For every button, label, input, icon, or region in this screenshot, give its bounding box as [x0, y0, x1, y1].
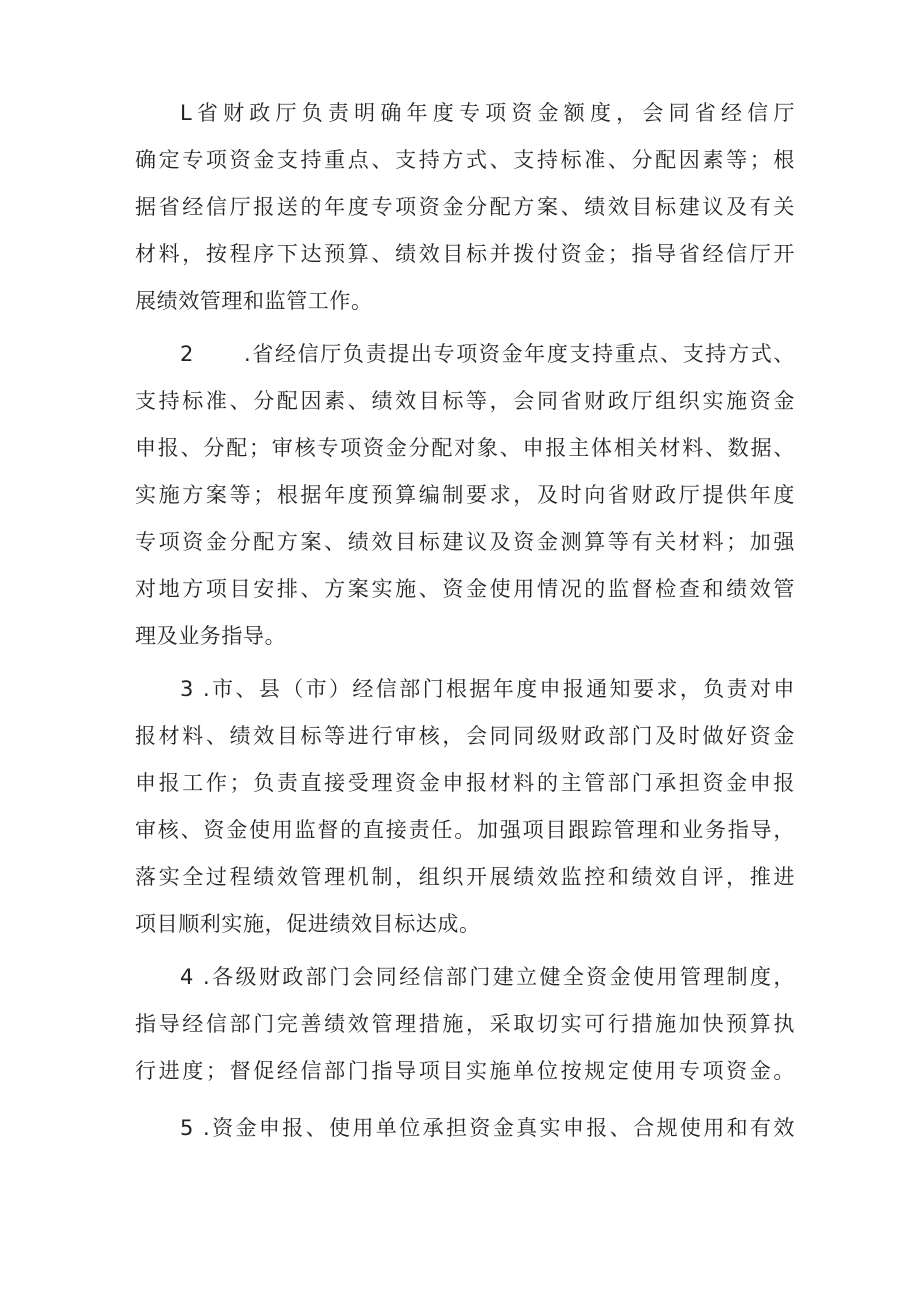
paragraph-4-line-3: 行进度；督促经信部门指导项目实施单位按规定使用专项资金。	[135, 1059, 795, 1083]
paragraph-4-line-1: 4 .各级财政部门会同经信部门建立健全资金使用管理制度，	[180, 965, 795, 989]
paragraph-2-line-3: 申报、分配；审核专项资金分配对象、申报主体相关材料、数据、	[135, 436, 795, 460]
paragraph-2-line-6: 对地方项目安排、方案实施、资金使用情况的监督检查和绩效管	[135, 577, 795, 601]
paragraph-1-line-5: 展绩效管理和监管工作。	[135, 289, 373, 313]
paragraph-2-line-1: 2 .省经信厅负责提出专项资金年度支持重点、支持方式、	[180, 342, 795, 366]
paragraph-3-line-6: 项目顺利实施，促进绩效目标达成。	[135, 912, 481, 936]
paragraph-1-line-2: 确定专项资金支持重点、支持方式、支持标准、分配因素等；根	[135, 148, 795, 172]
paragraph-4-line-2: 指导经信部门完善绩效管理措施，采取切实可行措施加快预算执	[135, 1012, 795, 1036]
paragraph-1-line-4: 材料，按程序下达预算、绩效目标并拨付资金；指导省经信厅开	[135, 242, 795, 266]
paragraph-5-line-1: 5 .资金申报、使用单位承担资金真实申报、合规使用和有效	[180, 1116, 795, 1140]
paragraph-3-line-4: 审核、资金使用监督的直接责任。加强项目跟踪管理和业务指导，	[135, 818, 795, 842]
paragraph-2-line-2: 支持标准、分配因素、绩效目标等，会同省财政厅组织实施资金	[135, 389, 795, 413]
paragraph-2-line-4: 实施方案等；根据年度预算编制要求，及时向省财政厅提供年度	[135, 483, 795, 507]
paragraph-3-line-3: 申报工作；负责直接受理资金申报材料的主管部门承担资金申报	[135, 771, 795, 795]
paragraph-2-line-7: 理及业务指导。	[135, 624, 287, 648]
paragraph-3-line-5: 落实全过程绩效管理机制，组织开展绩效监控和绩效自评，推进	[135, 865, 795, 889]
paragraph-3-line-1: 3 .市、县（市）经信部门根据年度申报通知要求，负责对申	[180, 677, 795, 701]
paragraph-1-line-1: L省财政厅负责明确年度专项资金额度，会同省经信厅	[180, 101, 795, 125]
paragraph-1-line-3: 据省经信厅报送的年度专项资金分配方案、绩效目标建议及有关	[135, 195, 795, 219]
paragraph-2-line-5: 专项资金分配方案、绩效目标建议及资金测算等有关材料；加强	[135, 530, 795, 554]
paragraph-3-line-2: 报材料、绩效目标等进行审核，会同同级财政部门及时做好资金	[135, 724, 795, 748]
